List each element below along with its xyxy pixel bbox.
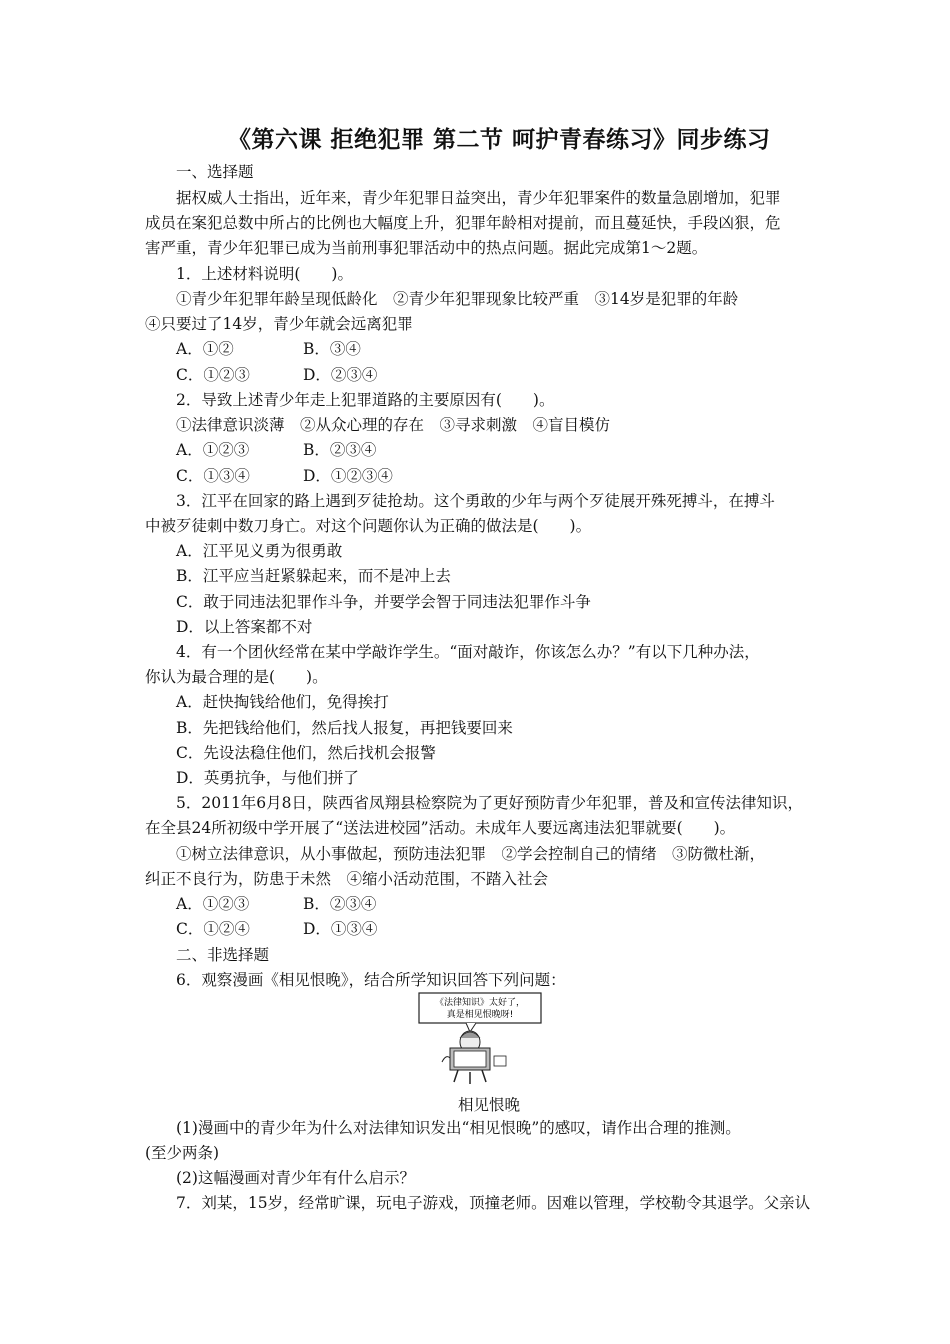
question-3: 中被歹徒刺中数刀身亡。对这个问题你认为正确的做法是( )。 (145, 517, 592, 535)
question-2-statements: ①法律意识淡薄 ②从众心理的存在 ③寻求刺激 ④盲目模仿 (176, 416, 611, 434)
option-a: A．①② (176, 340, 234, 358)
option-b: B．先把钱给他们，然后找人报复，再把钱要回来 (176, 719, 513, 737)
option-d: D．②③④ (303, 366, 378, 384)
question-1-statements: ①青少年犯罪年龄呈现低龄化 ②青少年犯罪现象比较严重 ③14岁是犯罪的年龄 (176, 290, 739, 308)
option-a: A．①②③ (176, 441, 250, 459)
option-c: C．①③④ (176, 467, 250, 485)
question-3: 3．江平在回家的路上遇到歹徒抢劫。这个勇敢的少年与两个歹徒展开殊死搏斗，在搏斗 (176, 492, 775, 510)
option-a: A．江平见义勇为很勇敢 (176, 542, 343, 560)
option-a: A．赶快掏钱给他们，免得挨打 (176, 693, 389, 711)
question-4: 4．有一个团伙经常在某中学敲诈学生。“面对敲诈，你该怎么办？”有以下几种办法， (176, 643, 760, 661)
cartoon-illustration (418, 992, 542, 1084)
speech-bubble-line-2: 真是相见恨晚呀! (446, 1010, 514, 1020)
option-c: C．①②④ (176, 920, 250, 938)
material-line: 成员在案犯总数中所占的比例也大幅度上升，犯罪年龄相对提前，而且蔓延快，手段凶狠，危 (145, 214, 781, 232)
option-d: D．①③④ (303, 920, 378, 938)
document-title: 《第六课 拒绝犯罪 第二节 呵护青春练习》同步练习 (228, 126, 771, 153)
option-c: C．先设法稳住他们，然后找机会报警 (176, 744, 436, 762)
option-d: D．以上答案都不对 (176, 618, 313, 636)
option-c: C．①②③ (176, 366, 250, 384)
question-4: 你认为最合理的是( )。 (145, 668, 328, 686)
option-row (176, 339, 234, 359)
section-heading-choice: 一、选择题 (176, 163, 254, 181)
question-6-part-1: (至少两条) (145, 1144, 220, 1162)
question-5: 5．2011年6月8日，陕西省凤翔县检察院为了更好预防青少年犯罪，普及和宣传法律知识， (176, 794, 804, 812)
option-a: A．①②③ (176, 895, 250, 913)
option-d: D．①②③④ (303, 467, 393, 485)
cartoon-caption: 相见恨晚 (458, 1096, 521, 1114)
material-line: 害严重，青少年犯罪已成为当前刑事犯罪活动中的热点问题。据此完成第1～2题。 (145, 239, 708, 257)
question-1-statements: ④只要过了14岁，青少年就会远离犯罪 (145, 315, 413, 333)
question-6-part-1: (1)漫画中的青少年为什么对法律知识发出“相见恨晚”的感叹，请作出合理的推测。 (176, 1119, 741, 1137)
question-5-statements: 纠正不良行为，防患于未然 ④缩小活动范围，不踏入社会 (145, 870, 549, 888)
option-b: B．③④ (303, 340, 361, 358)
question-6-part-2: (2)这幅漫画对青少年有什么启示？ (176, 1169, 415, 1187)
section-heading-non-choice: 二、非选择题 (176, 946, 270, 964)
speech-bubble-line-1: 《法律知识》太好了， (434, 998, 526, 1008)
option-b: B．②③④ (303, 895, 377, 913)
question-5: 在全县24所初级中学开展了“送法进校园”活动。未成年人要远离违法犯罪就要( )。 (145, 819, 736, 837)
question-6: 6．观察漫画《相见恨晚》，结合所学知识回答下列问题： (176, 971, 566, 989)
material-line: 据权威人士指出，近年来，青少年犯罪日益突出，青少年犯罪案件的数量急剧增加，犯罪 (176, 189, 781, 207)
question-7: 7．刘某，15岁，经常旷课，玩电子游戏，顶撞老师。因难以管理，学校勒令其退学。父亲认 (176, 1194, 811, 1212)
question-5-statements: ①树立法律意识，从小事做起，预防违法犯罪 ②学会控制自己的情绪 ③防微杜渐， (176, 845, 766, 863)
cartoon-drawing (418, 992, 542, 1084)
question-2: 2．导致上述青少年走上犯罪道路的主要原因有( )。 (176, 391, 555, 409)
question-1: 1．上述材料说明( )。 (176, 265, 353, 283)
option-d: D．英勇抗争，与他们拼了 (176, 769, 359, 787)
option-c: C．敢于同违法犯罪作斗争，并要学会智于同违法犯罪作斗争 (176, 593, 591, 611)
option-b: B．江平应当赶紧躲起来，而不是冲上去 (176, 567, 451, 585)
option-b: B．②③④ (303, 441, 377, 459)
